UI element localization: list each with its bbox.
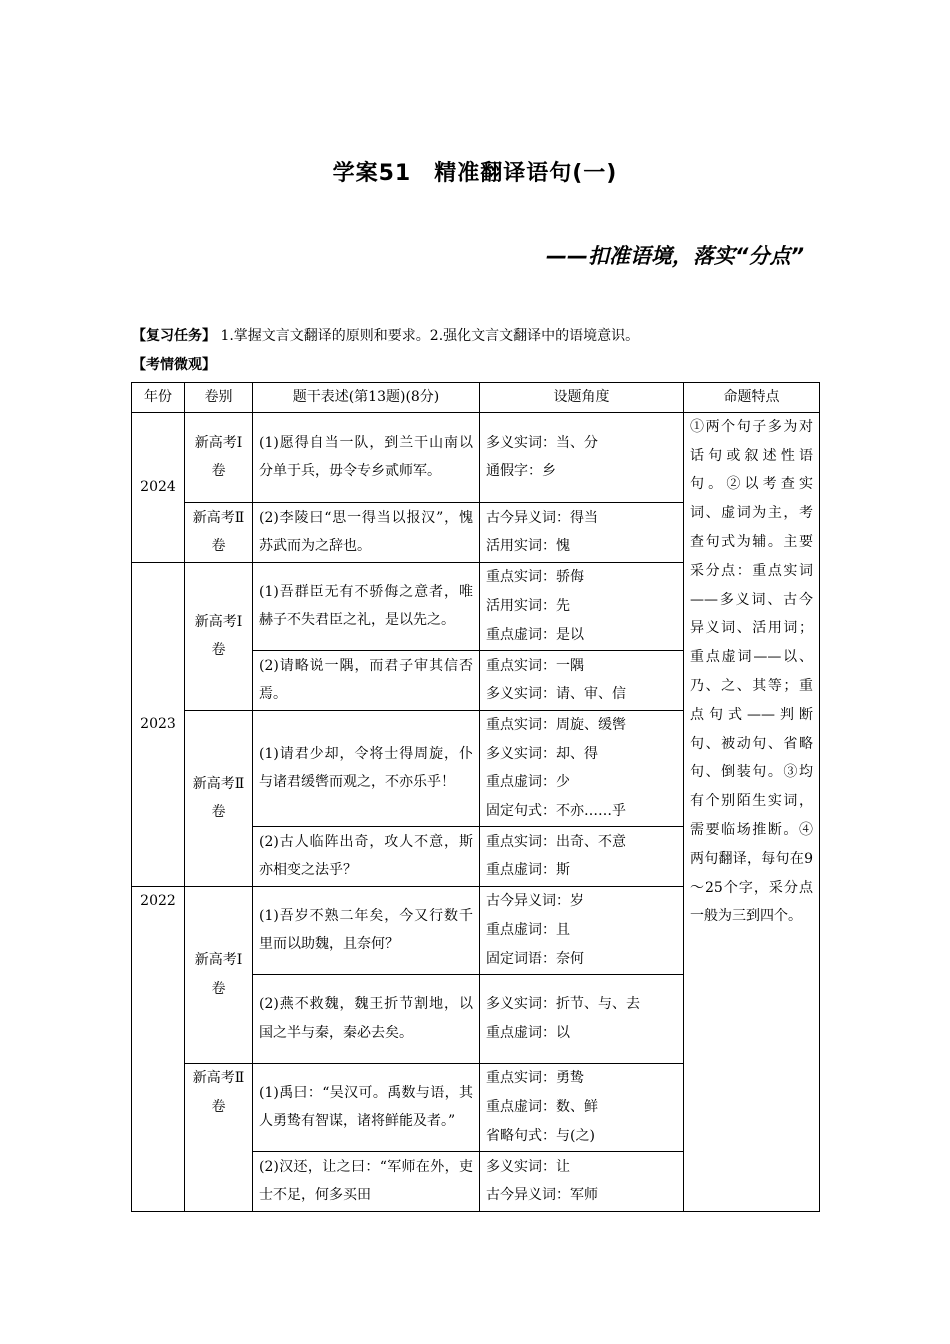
angle-item: 多义实词：当、分	[486, 434, 598, 451]
year-cell: 2024	[132, 412, 185, 562]
paper-cell	[185, 886, 253, 1063]
angle-cell	[480, 502, 684, 562]
header-angle: 设题角度	[480, 383, 684, 413]
angle-item: 古今异义词：军师	[486, 1187, 598, 1204]
stem-text: (1)愿得自当一队，到兰干山南以分单于兵，毋令专乡贰师军。	[259, 434, 473, 480]
stem-cell	[253, 826, 480, 886]
header-stem: 题干表述(第13题)(8分)	[253, 383, 480, 413]
page-title: 学案51 精准翻译语句(一)	[332, 161, 618, 186]
angle-item: 固定句式：不亦……乎	[486, 803, 626, 820]
stem-text: (1)吾群臣无有不骄侮之意者，唯赫子不失君臣之礼，是以先之。	[259, 583, 473, 629]
angle-cell	[480, 412, 684, 502]
header-year: 年份	[132, 383, 185, 413]
angle-item: 重点实词：勇鸷	[486, 1070, 584, 1087]
stem-cell	[253, 502, 480, 562]
year-cell: 2022	[132, 886, 185, 1211]
paper-label: 新高考Ⅰ卷	[194, 434, 243, 480]
stem-text: (2)李陵曰“思一得当以报汉”，愧苏武而为之辞也。	[259, 509, 473, 555]
stem-text: (2)燕不救魏，魏王折节割地，以国之半与秦，秦必去矣。	[259, 996, 473, 1041]
header-features: 命题特点	[684, 383, 820, 413]
angle-item: 重点虚词：少	[486, 774, 570, 791]
angle-item: 古今异义词：得当	[486, 509, 598, 526]
angle-item: 重点虚词：斯	[486, 862, 570, 879]
angle-item: 重点实词：出奇、不意	[486, 833, 626, 850]
stem-text: (2)汉还，让之曰：“军师在外，吏士不足，何多买田	[259, 1158, 473, 1204]
angle-item: 重点虚词：且	[486, 922, 570, 939]
angle-item: 多义实词：却、得	[486, 745, 598, 762]
stem-text: (1)吾岁不熟二年矣，今又行数千里而以助魏，且奈何？	[259, 907, 473, 953]
stem-text: (1)请君少却，令将士得周旋，仆与诸君缓辔而观之，不亦乐乎！	[259, 745, 473, 791]
angle-item: 多义实词：折节、与、去	[486, 996, 640, 1013]
paper-cell	[185, 412, 253, 502]
angle-item: 多义实词：让	[486, 1158, 570, 1175]
angle-item: 重点虚词：是以	[486, 626, 584, 643]
paper-label: 新高考Ⅱ卷	[192, 1069, 245, 1115]
paper-label: 新高考Ⅱ卷	[192, 509, 245, 555]
stem-cell	[253, 412, 480, 502]
angle-item: 重点实词：一隅	[486, 657, 584, 674]
angle-cell	[480, 1151, 684, 1211]
stem-cell	[253, 710, 480, 826]
paper-label: 新高考Ⅱ卷	[192, 775, 245, 821]
table-header-row	[132, 383, 820, 413]
review-tasks	[132, 326, 639, 346]
angle-item: 重点实词：骄侮	[486, 569, 584, 586]
angle-item: 固定词语：奈何	[486, 950, 584, 967]
paper-label: 新高考Ⅰ卷	[194, 952, 243, 997]
exam-overview-label: 【考情微观】	[132, 357, 216, 373]
angle-item: 省略句式：与(之)	[486, 1127, 595, 1144]
stem-text: (1)禹曰：“吴汉可。禹数与语，其人勇鸷有智谋，诸将鲜能及者。”	[259, 1084, 473, 1130]
angle-cell	[480, 710, 684, 826]
angle-item: 活用实词：先	[486, 597, 570, 614]
stem-cell	[253, 650, 480, 710]
angle-item: 重点虚词：数、鲜	[486, 1099, 598, 1116]
angle-cell	[480, 650, 684, 710]
stem-cell	[253, 974, 480, 1063]
stem-cell	[253, 1063, 480, 1151]
angle-cell	[480, 886, 684, 974]
features-text: ①两个句子多为对话句或叙述性语句。②以考查实词、虚词为主，考查句式为辅。主要采分点：重点实词——多义词、古今异义词、活用词；重点虚词——以、乃、之、其等；重点句式——判断句、被动句、省略句、倒装句。③均有个别陌生实词，需要临场推断。④两句翻译，每句在9～25个字，采分点一般为三到四个。	[690, 418, 813, 925]
stem-text: (2)请略说一隅，而君子审其信否焉。	[259, 657, 473, 703]
features-cell	[684, 412, 820, 1211]
paper-label: 新高考Ⅰ卷	[194, 613, 243, 659]
page-subtitle: ——扣准语境，落实“分点”	[545, 244, 804, 268]
review-label: 【复习任务】	[132, 328, 216, 344]
stem-cell	[253, 562, 480, 650]
review-text: 1.掌握文言文翻译的原则和要求。2.强化文言文翻译中的语境意识。	[220, 328, 640, 344]
year-cell: 2023	[132, 562, 185, 886]
stem-text: (2)古人临阵出奇，攻人不意，斯亦相变之法乎？	[259, 833, 473, 879]
angle-cell	[480, 562, 684, 650]
exam-table	[131, 382, 820, 1212]
paper-cell	[185, 710, 253, 886]
angle-cell	[480, 974, 684, 1063]
header-paper: 卷别	[185, 383, 253, 413]
angle-item: 重点实词：周旋、缓辔	[486, 716, 626, 733]
stem-cell	[253, 1151, 480, 1211]
stem-cell	[253, 886, 480, 974]
table-row	[132, 412, 820, 502]
angle-item: 重点虚词：以	[486, 1024, 570, 1041]
angle-cell	[480, 826, 684, 886]
paper-cell	[185, 562, 253, 710]
exam-overview-heading	[132, 355, 216, 375]
paper-cell	[185, 502, 253, 562]
angle-cell	[480, 1063, 684, 1151]
paper-cell	[185, 1063, 253, 1211]
angle-item: 古今异义词：岁	[486, 893, 584, 910]
angle-item: 多义实词：请、审、信	[486, 686, 626, 703]
angle-item: 通假字：乡	[486, 463, 556, 480]
angle-item: 活用实词：愧	[486, 538, 570, 555]
